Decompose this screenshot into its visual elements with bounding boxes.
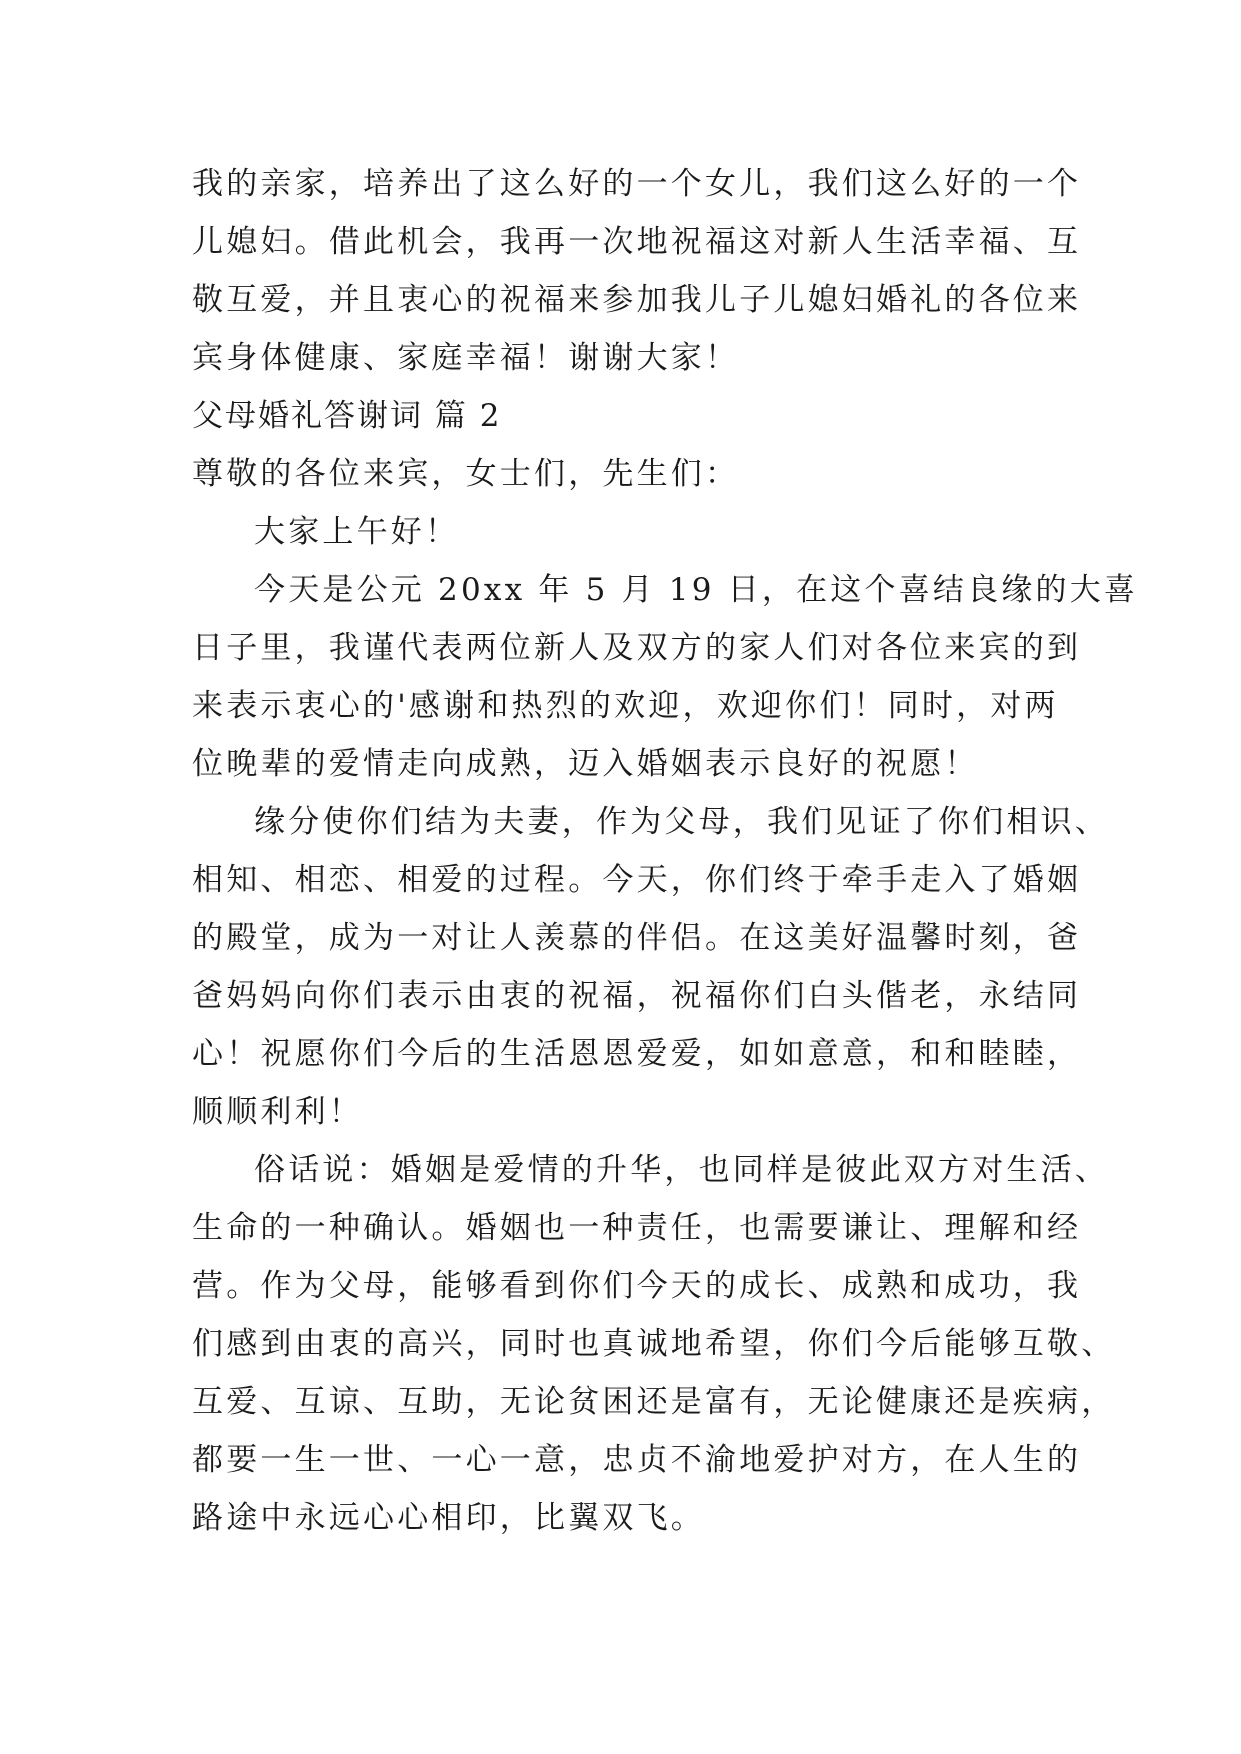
text-line: 互爱、互谅、互助，无论贫困还是富有，无论健康还是疾病，: [192, 1384, 1116, 1420]
text-line: 都要一生一世、一心一意，忠贞不渝地爱护对方，在人生的: [192, 1442, 1082, 1478]
text-line: 爸妈妈向你们表示由衷的祝福，祝福你们白头偕老，永结同: [192, 978, 1082, 1014]
text-line: 位晚辈的爱情走向成熟，迈入婚姻表示良好的祝愿！: [192, 746, 979, 782]
text-line: 敬互爱，并且衷心的祝福来参加我儿子儿媳妇婚礼的各位来: [192, 282, 1082, 318]
text-line: 顺顺利利！: [192, 1094, 363, 1130]
text-line: 儿媳妇。借此机会，我再一次地祝福这对新人生活幸福、互: [192, 224, 1082, 260]
text-line: 们感到由衷的高兴，同时也真诚地希望，你们今后能够互敬、: [192, 1326, 1116, 1362]
text-line: 相知、相恋、相爱的过程。今天，你们终于牵手走入了婚姻: [192, 862, 1082, 898]
text-line: 日子里，我谨代表两位新人及双方的家人们对各位来宾的到: [192, 630, 1082, 666]
text-line: 今天是公元 20xx 年 5 月 19 日，在这个喜结良缘的大喜: [254, 572, 1139, 608]
text-line: 的殿堂，成为一对让人羡慕的伴侣。在这美好温馨时刻，爸: [192, 920, 1082, 956]
section-heading: 父母婚礼答谢词 篇 2: [192, 398, 502, 434]
text-line: 心！祝愿你们今后的生活恩恩爱爱，如如意意，和和睦睦，: [192, 1036, 1082, 1072]
text-line: 俗话说：婚姻是爱情的升华，也同样是彼此双方对生活、: [254, 1152, 1109, 1188]
text-line: 宾身体健康、家庭幸福！谢谢大家！: [192, 340, 740, 376]
text-line: 生命的一种确认。婚姻也一种责任，也需要谦让、理解和经: [192, 1210, 1082, 1246]
text-line: 我的亲家，培养出了这么好的一个女儿，我们这么好的一个: [192, 166, 1082, 202]
text-line: 来表示衷心的'感谢和热烈的欢迎，欢迎你们！同时，对两: [192, 688, 1059, 724]
greeting: 大家上午好！: [254, 514, 460, 550]
text-line: 营。作为父母，能够看到你们今天的成长、成熟和成功，我: [192, 1268, 1082, 1304]
salutation: 尊敬的各位来宾，女士们，先生们：: [192, 456, 740, 492]
text-line: 路途中永远心心相印，比翼双飞。: [192, 1500, 705, 1536]
text-line: 缘分使你们结为夫妻，作为父母，我们见证了你们相识、: [254, 804, 1109, 840]
